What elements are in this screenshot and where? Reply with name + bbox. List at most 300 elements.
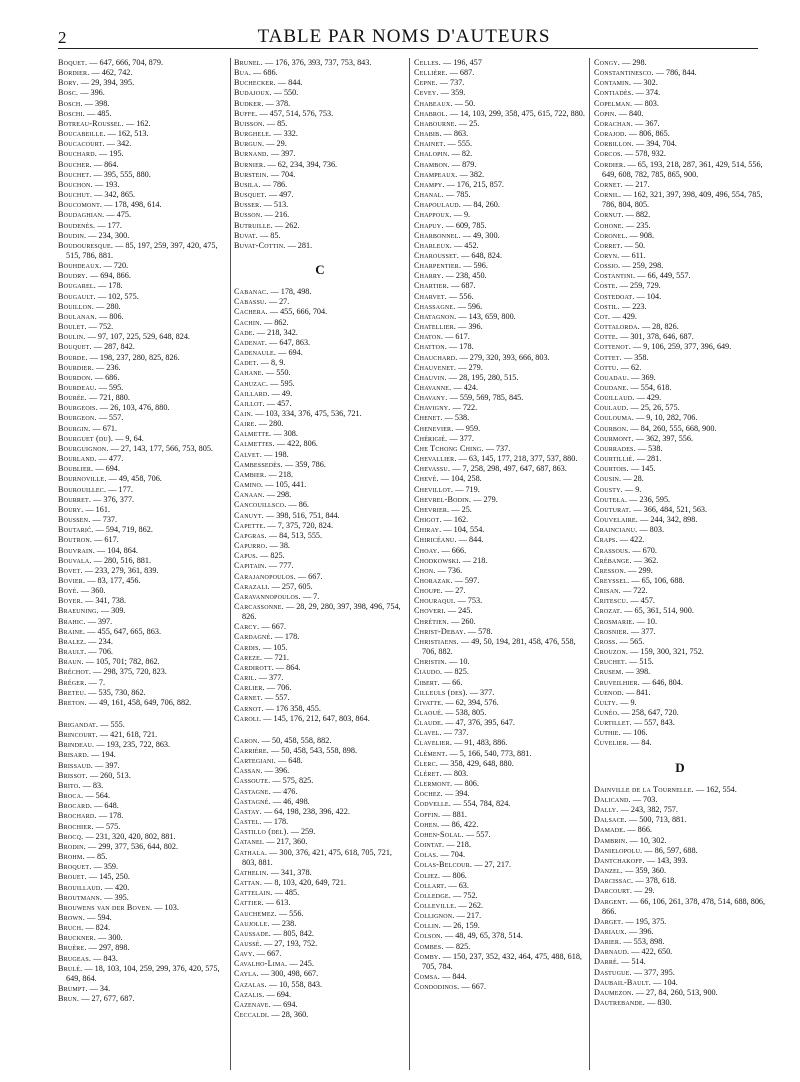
author-name: Choupe. bbox=[414, 586, 443, 596]
page-references: — 29. bbox=[266, 139, 287, 149]
author-name: Claude. bbox=[414, 718, 444, 728]
author-name: Collin. bbox=[414, 921, 441, 931]
page-references: — 420. bbox=[104, 882, 130, 892]
index-entry bbox=[58, 434, 230, 444]
page-references: — 396. bbox=[80, 88, 105, 98]
page-references: — 722. bbox=[622, 586, 648, 596]
index-entry bbox=[234, 673, 406, 683]
page-references: — 667. bbox=[261, 622, 286, 632]
page-references: — 218. bbox=[462, 555, 488, 565]
index-entry bbox=[414, 413, 586, 423]
index-entry bbox=[58, 954, 230, 964]
author-name: Cornil. bbox=[594, 190, 622, 200]
author-name: Caillot. bbox=[234, 398, 265, 408]
index-entry bbox=[594, 917, 766, 927]
index-entry bbox=[414, 586, 586, 596]
page-references: — 300, 498, 667. bbox=[260, 969, 319, 979]
index-entry bbox=[58, 913, 230, 923]
page-references: — 9, 10, 282, 706. bbox=[636, 413, 698, 423]
page-references: — 298. bbox=[266, 490, 292, 500]
page-references: — 28, 195, 280, 515. bbox=[448, 372, 519, 382]
page-references: — 538, 805. bbox=[445, 708, 487, 717]
author-name: Chauvenet. bbox=[414, 362, 457, 372]
author-name: Carrière. bbox=[234, 746, 269, 755]
page-references: — 843. bbox=[93, 953, 118, 963]
index-entry bbox=[414, 342, 586, 352]
page-references: — 609, 785. bbox=[445, 220, 487, 230]
page-references: — 298, 375, 720, 823. bbox=[93, 667, 167, 677]
index-entry bbox=[58, 180, 230, 190]
page-references: — 7. bbox=[88, 677, 105, 687]
index-entry bbox=[594, 978, 766, 988]
page-references: — 737. bbox=[485, 443, 511, 453]
page-references: — 257, 605. bbox=[271, 581, 313, 591]
page-references: — 703. bbox=[632, 794, 658, 804]
page-references: — 596. bbox=[457, 301, 483, 311]
author-name: Brito. bbox=[58, 780, 81, 790]
page-references: — 595. bbox=[98, 383, 124, 392]
index-entry bbox=[58, 302, 230, 312]
index-entry bbox=[414, 332, 586, 342]
page-references: — 786, 844. bbox=[655, 68, 697, 78]
author-name: Comby. bbox=[414, 951, 441, 961]
page-references: — 27, 217. bbox=[474, 860, 512, 870]
author-name: Civatte. bbox=[414, 697, 444, 707]
page-references: — 666. bbox=[441, 545, 467, 555]
page-references: — 102, 575. bbox=[97, 291, 139, 301]
index-entry bbox=[414, 911, 586, 921]
index-entry bbox=[234, 787, 406, 797]
author-name: Colas-Belcour. bbox=[414, 860, 473, 870]
index-entry bbox=[594, 210, 766, 220]
author-name: Chabourne. bbox=[414, 118, 457, 128]
page-references: — 722. bbox=[452, 403, 478, 413]
page-references: — 557. bbox=[465, 829, 491, 839]
index-entry bbox=[414, 952, 586, 972]
index-entry bbox=[594, 271, 766, 281]
index-entry bbox=[414, 718, 586, 728]
index-column-1 bbox=[58, 58, 230, 1004]
page-references: — 104, 554. bbox=[443, 525, 485, 535]
index-entry bbox=[594, 836, 766, 846]
author-name: Dariaux. bbox=[594, 926, 627, 936]
author-name: Colledge. bbox=[414, 890, 451, 900]
author-name: Cordier. bbox=[594, 159, 626, 169]
index-entry bbox=[58, 149, 230, 159]
page-references: — 366, 484, 521, 563. bbox=[633, 504, 708, 514]
index-entry bbox=[234, 307, 406, 317]
page-references: — 177. bbox=[108, 484, 133, 494]
index-entry bbox=[58, 109, 230, 119]
index-entry bbox=[58, 586, 230, 596]
author-name: Chatagnon. bbox=[414, 311, 457, 321]
author-name: Chaton. bbox=[414, 332, 444, 342]
author-name: Daumezon. bbox=[594, 987, 634, 997]
index-entry bbox=[58, 78, 230, 88]
page-references: — 553, 898. bbox=[623, 937, 665, 947]
page-references: — 7, 375, 720, 824. bbox=[267, 520, 333, 530]
author-name: Chanal. bbox=[414, 190, 444, 200]
index-entry bbox=[414, 424, 586, 434]
index-entry bbox=[414, 251, 586, 261]
index-entry bbox=[414, 515, 586, 525]
author-name: Constantinesco. bbox=[594, 68, 654, 78]
index-entry bbox=[594, 119, 766, 129]
author-name: Chavigny. bbox=[414, 403, 451, 413]
index-entry bbox=[594, 998, 766, 1008]
index-entry bbox=[234, 766, 406, 776]
page-references: — 217. bbox=[456, 911, 482, 921]
author-name: Boussen. bbox=[58, 515, 91, 525]
index-entry bbox=[58, 698, 230, 708]
index-entry bbox=[234, 221, 406, 231]
author-name: Carnet. bbox=[234, 693, 263, 703]
index-entry bbox=[234, 149, 406, 159]
author-name: Craincianu. bbox=[594, 525, 638, 535]
index-entry bbox=[234, 379, 406, 389]
index-entry bbox=[594, 281, 766, 291]
index-entry bbox=[234, 1010, 406, 1020]
index-entry bbox=[594, 596, 766, 606]
page-references: — 48, 49, 65, 378, 514. bbox=[444, 931, 523, 941]
author-name: Brulé. bbox=[58, 963, 83, 973]
page-references: — 830. bbox=[647, 998, 672, 1008]
author-name: Busila. bbox=[234, 179, 261, 189]
author-name: Chevé. bbox=[414, 474, 439, 484]
author-name: Charpentier. bbox=[414, 261, 462, 271]
author-name: Cottenot. bbox=[594, 342, 631, 352]
page-references: — 377. bbox=[469, 687, 495, 697]
author-name: Caire. bbox=[234, 419, 257, 429]
index-entry bbox=[234, 919, 406, 929]
index-entry bbox=[58, 933, 230, 943]
author-name: Boublier. bbox=[58, 464, 94, 474]
index-entry bbox=[414, 495, 586, 505]
page-references: — 455, 647, 665, 863. bbox=[87, 626, 161, 636]
index-entry bbox=[414, 759, 586, 769]
author-name: Corcos. bbox=[594, 149, 623, 159]
index-entry bbox=[58, 403, 230, 413]
author-name: Cunéo. bbox=[594, 708, 620, 717]
page-references: — 515. bbox=[629, 657, 654, 667]
author-name: Cottu. bbox=[594, 362, 619, 372]
index-entry bbox=[58, 556, 230, 566]
index-entry bbox=[594, 856, 766, 866]
index-entry bbox=[58, 200, 230, 210]
index-entry bbox=[234, 480, 406, 490]
author-name: Brouet. bbox=[58, 872, 87, 882]
author-name: Boucabeille. bbox=[58, 129, 106, 139]
author-name: Cossio. bbox=[594, 261, 621, 271]
author-name: Chalopin. bbox=[414, 149, 450, 159]
spacer bbox=[58, 708, 230, 720]
author-name: Collignon. bbox=[414, 911, 455, 921]
page-references: — 462, 742. bbox=[91, 68, 133, 78]
author-name: Brault. bbox=[58, 647, 87, 657]
index-entry bbox=[414, 464, 586, 474]
page-references: — 105, 441. bbox=[265, 480, 307, 490]
author-name: Cousty. bbox=[594, 484, 623, 494]
index-entry bbox=[594, 566, 766, 576]
page-references: — 238. bbox=[271, 918, 297, 928]
page-references: — 18, 103, 104, 259, 299, 376, 420, 575, 649, 864. bbox=[66, 963, 220, 983]
author-name: Cot. bbox=[594, 311, 611, 321]
page-references: — 362, 397, 556. bbox=[635, 433, 694, 443]
spacer bbox=[234, 724, 406, 736]
index-entry bbox=[594, 678, 766, 688]
author-name: Bourguignon. bbox=[58, 443, 109, 453]
index-entry bbox=[234, 58, 406, 68]
index-entry bbox=[58, 129, 230, 139]
author-name: Bosc. bbox=[58, 88, 79, 98]
page-references: — 694, 866. bbox=[89, 271, 131, 281]
author-name: Chevrel-Bodin. bbox=[414, 494, 472, 504]
page-references: — 66, 106, 261, 378, 478, 514, 688, 806, 866. bbox=[602, 896, 766, 916]
author-name: Clerc. bbox=[414, 758, 439, 768]
author-name: Dargent. bbox=[594, 896, 628, 906]
page-references: — 881. bbox=[442, 809, 467, 819]
author-name: Choay. bbox=[414, 545, 440, 555]
index-entry bbox=[594, 58, 766, 68]
author-name: Burstein. bbox=[234, 169, 269, 179]
page-references: — 161. bbox=[85, 504, 110, 514]
page-references: — 959. bbox=[455, 423, 481, 433]
index-entry bbox=[234, 714, 406, 724]
section-letter: D bbox=[675, 759, 685, 775]
page-references: — 777. bbox=[268, 561, 294, 571]
index-entry bbox=[58, 241, 230, 261]
index-entry bbox=[234, 990, 406, 1000]
index-entry bbox=[594, 424, 766, 434]
author-name: Claoué. bbox=[414, 708, 444, 717]
index-entry bbox=[414, 749, 586, 759]
page-references: — 687. bbox=[449, 68, 475, 78]
author-name: Courtois. bbox=[594, 464, 629, 474]
author-name: Chorazak. bbox=[414, 575, 453, 585]
index-entry bbox=[414, 58, 586, 68]
page-references: — 382. bbox=[459, 169, 485, 179]
page-references: — 736. bbox=[437, 565, 463, 575]
author-name: Crusem. bbox=[594, 667, 624, 677]
index-entry bbox=[594, 688, 766, 698]
page-references: — 694. bbox=[95, 464, 120, 474]
column-divider bbox=[589, 58, 590, 1070]
index-entry bbox=[594, 454, 766, 464]
index-entry bbox=[234, 450, 406, 460]
page-references: — 217, 360. bbox=[266, 837, 308, 847]
page-references: — 84. bbox=[631, 738, 652, 748]
author-name: Caujolle. bbox=[234, 918, 270, 928]
author-name: Darré. bbox=[594, 957, 620, 967]
author-name: Bourgin. bbox=[58, 423, 91, 433]
author-name: Bouvala. bbox=[58, 555, 92, 565]
index-entry bbox=[58, 68, 230, 78]
index-entry bbox=[414, 931, 586, 941]
page-references: — 341, 378. bbox=[270, 867, 312, 877]
author-name: Cathala. bbox=[234, 847, 268, 857]
index-entry bbox=[594, 190, 766, 210]
index-entry bbox=[414, 505, 586, 515]
author-name: Christiaens. bbox=[414, 636, 459, 646]
author-name: Cancouillsco. bbox=[234, 500, 287, 510]
index-entry bbox=[594, 413, 766, 423]
page-references: — 50, 458, 543, 558, 898. bbox=[271, 746, 357, 755]
page-references: — 236, 595. bbox=[629, 494, 671, 504]
index-entry bbox=[234, 878, 406, 888]
author-name: Cayla. bbox=[234, 969, 259, 979]
author-name: Bourgeon. bbox=[58, 413, 97, 423]
index-entry bbox=[414, 617, 586, 627]
page-references: — 575, 825. bbox=[272, 776, 314, 786]
index-entry bbox=[58, 740, 230, 750]
index-entry bbox=[414, 170, 586, 180]
author-name: Cardagné. bbox=[234, 632, 273, 642]
page-references: — 578, 932. bbox=[624, 149, 666, 159]
index-entry bbox=[594, 363, 766, 373]
page-references: — 178. bbox=[274, 632, 300, 642]
index-column-2 bbox=[234, 58, 406, 1020]
index-entry bbox=[234, 460, 406, 470]
page-references: — 280. bbox=[258, 419, 284, 429]
page-references: — 231, 320, 420, 802, 881. bbox=[85, 831, 176, 841]
index-entry bbox=[234, 868, 406, 878]
page-references: — 485. bbox=[274, 888, 300, 898]
index-entry bbox=[234, 328, 406, 338]
page-references: — 613. bbox=[265, 898, 291, 908]
index-entry bbox=[234, 1000, 406, 1010]
author-name: Cadenat. bbox=[234, 337, 268, 347]
index-entry bbox=[234, 180, 406, 190]
page-references: — 10, 558, 843. bbox=[268, 979, 323, 989]
page-references: — 866. bbox=[627, 825, 652, 835]
index-entry bbox=[414, 261, 586, 271]
index-entry bbox=[414, 871, 586, 881]
index-entry bbox=[414, 921, 586, 931]
index-entry bbox=[58, 373, 230, 383]
index-entry bbox=[58, 485, 230, 495]
index-entry bbox=[594, 78, 766, 88]
index-entry bbox=[594, 738, 766, 748]
index-entry bbox=[414, 99, 586, 109]
page-references: — 737. bbox=[443, 728, 469, 738]
index-entry bbox=[234, 980, 406, 990]
page-references: — 91, 483, 886. bbox=[454, 738, 508, 748]
index-entry bbox=[414, 363, 586, 373]
author-name: Brahic. bbox=[58, 616, 86, 626]
author-name: Brodin. bbox=[58, 841, 86, 851]
author-name: Bourdon. bbox=[58, 372, 93, 382]
page-references: — 216. bbox=[264, 210, 290, 220]
index-entry bbox=[58, 464, 230, 474]
index-entry bbox=[58, 332, 230, 342]
author-name: Brigandat. bbox=[58, 720, 99, 729]
page-references: — 452. bbox=[454, 240, 479, 250]
author-name: Cambier. bbox=[234, 469, 267, 479]
page-references: — 786. bbox=[262, 179, 288, 189]
index-entry bbox=[234, 318, 406, 328]
author-name: Brochard. bbox=[58, 811, 97, 821]
author-name: Cousin. bbox=[594, 474, 622, 484]
page-references: — 752. bbox=[453, 890, 478, 900]
author-name: Caussé. bbox=[234, 938, 262, 948]
author-name: Brouwens van der Boven. bbox=[58, 902, 153, 912]
page-references: — 706. bbox=[266, 683, 292, 693]
index-entry bbox=[58, 353, 230, 363]
index-entry bbox=[234, 643, 406, 653]
author-name: Boyé. bbox=[58, 586, 79, 596]
author-name: Cilleuls (des). bbox=[414, 687, 468, 697]
index-entry bbox=[414, 667, 586, 677]
author-name: Darget. bbox=[594, 916, 624, 926]
author-name: Contiadès. bbox=[594, 88, 634, 98]
page-references: — 280. bbox=[96, 301, 121, 311]
author-name: Crébange. bbox=[594, 555, 632, 565]
index-entry bbox=[594, 556, 766, 566]
page-references: — 719. bbox=[455, 484, 480, 494]
index-entry bbox=[594, 160, 766, 180]
index-entry bbox=[234, 231, 406, 241]
author-name: Bruch. bbox=[58, 923, 84, 933]
index-entry bbox=[414, 241, 586, 251]
page-references: — 737. bbox=[439, 78, 465, 88]
page-references: — 594, 719, 862. bbox=[95, 525, 153, 535]
author-name: Coffin. bbox=[414, 809, 441, 819]
page-references: — 299. bbox=[628, 565, 653, 575]
author-name: Chiricéanu. bbox=[414, 535, 457, 545]
index-entry bbox=[594, 99, 766, 109]
author-name: Colleville. bbox=[414, 900, 457, 910]
author-name: Charry. bbox=[414, 271, 444, 281]
index-entry bbox=[414, 312, 586, 322]
index-entry bbox=[594, 667, 766, 677]
author-name: Caravannopoulos. bbox=[234, 591, 301, 601]
page-references: — 62. bbox=[620, 362, 642, 372]
page-references: — 476. bbox=[272, 786, 298, 796]
page-references: — 564. bbox=[85, 791, 110, 801]
author-name: Dastugue. bbox=[594, 967, 632, 977]
page-references: — 262. bbox=[274, 220, 300, 230]
index-entry bbox=[58, 657, 230, 667]
author-name: Corbillon. bbox=[594, 139, 634, 149]
page-references: — 422, 806. bbox=[276, 439, 318, 449]
page-references: — 86, 422. bbox=[441, 819, 479, 829]
index-entry bbox=[58, 688, 230, 698]
page-references: — 706. bbox=[88, 647, 113, 657]
page-references: — 611. bbox=[621, 250, 646, 260]
page-references: — 178. bbox=[449, 342, 474, 352]
page-references: — 178, 498. bbox=[270, 287, 312, 297]
author-name: Dautrebande. bbox=[594, 998, 646, 1008]
page-references: — 85, 197, 259, 397, 420, 475, 515, 786, 881. bbox=[66, 240, 218, 260]
author-name: Cadenaule. bbox=[234, 348, 277, 358]
page-references: — 49, 300. bbox=[462, 230, 500, 240]
index-entry bbox=[414, 860, 586, 870]
page-references: — 281. bbox=[636, 454, 662, 464]
author-name: Chérigié. bbox=[414, 433, 448, 443]
author-name: Coulaud. bbox=[594, 403, 629, 413]
page-references: — 9, 106, 259, 377, 396, 649. bbox=[633, 342, 732, 352]
page-references: — 162, 554. bbox=[695, 784, 737, 794]
index-entry bbox=[58, 454, 230, 464]
author-name: Congy. bbox=[594, 58, 621, 67]
author-name: Caron. bbox=[234, 735, 260, 745]
author-name: Busquet. bbox=[234, 190, 267, 200]
author-name: Courbon. bbox=[594, 423, 629, 433]
page-references: — 398. bbox=[625, 667, 651, 677]
index-entry bbox=[58, 170, 230, 180]
author-name: Chigot. bbox=[414, 515, 442, 525]
author-name: Capette. bbox=[234, 520, 266, 530]
